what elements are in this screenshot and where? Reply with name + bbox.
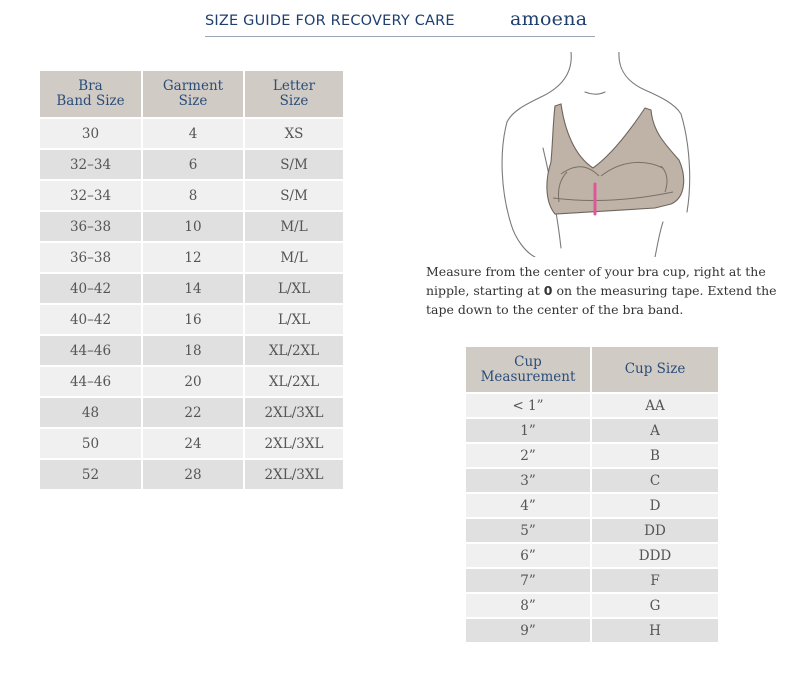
cup-table-cell: DD bbox=[591, 518, 718, 543]
cup-table-cell: AA bbox=[591, 393, 718, 418]
cup-table-cell: 3” bbox=[466, 468, 591, 493]
bra-illustration bbox=[495, 52, 695, 257]
cup-table-row bbox=[466, 393, 718, 418]
cup-table-cell: F bbox=[591, 568, 718, 593]
cup-table-cell: 9” bbox=[466, 618, 591, 643]
cup-table bbox=[466, 347, 718, 644]
size-table-cell: 2XL/3XL bbox=[244, 428, 343, 459]
size-table-cell: 24 bbox=[142, 428, 244, 459]
cup-table-row bbox=[466, 543, 718, 568]
size-table-cell: M/L bbox=[244, 242, 343, 273]
size-table-cell: 32–34 bbox=[40, 149, 142, 180]
clavicle-line bbox=[585, 92, 605, 94]
size-table-cell: 14 bbox=[142, 273, 244, 304]
size-table-cell: 10 bbox=[142, 211, 244, 242]
instructions-zero: 0 bbox=[543, 283, 553, 298]
cup-table-cell: 8” bbox=[466, 593, 591, 618]
size-table-cell: M/L bbox=[244, 211, 343, 242]
size-table-cell: 36–38 bbox=[40, 211, 142, 242]
size-table-header-2: Letter Size bbox=[244, 71, 343, 118]
size-table-cell: 44–46 bbox=[40, 335, 142, 366]
right-arm-line bbox=[681, 114, 690, 212]
size-table-row bbox=[40, 459, 343, 490]
size-table-row bbox=[40, 335, 343, 366]
size-table-row bbox=[40, 397, 343, 428]
size-table-row bbox=[40, 118, 343, 149]
instructions-text-1: Measure from the center of your bra cup, right at the nipple, starting at bbox=[426, 264, 766, 298]
size-table-cell: 30 bbox=[40, 118, 142, 149]
size-table-row bbox=[40, 273, 343, 304]
cup-table-cell: DDD bbox=[591, 543, 718, 568]
cup-table-row bbox=[466, 443, 718, 468]
cup-table-row bbox=[466, 418, 718, 443]
size-table-cell: 16 bbox=[142, 304, 244, 335]
size-table-row bbox=[40, 211, 343, 242]
cup-table-cell: 2” bbox=[466, 443, 591, 468]
cup-table-cell: 1” bbox=[466, 418, 591, 443]
size-table-header-0: Bra Band Size bbox=[40, 71, 142, 118]
size-table-cell: 44–46 bbox=[40, 366, 142, 397]
size-table-cell: 50 bbox=[40, 428, 142, 459]
left-arm-line bbox=[502, 122, 535, 257]
page-header bbox=[205, 10, 595, 37]
neck-right-line bbox=[619, 52, 681, 114]
size-table-cell: XL/2XL bbox=[244, 366, 343, 397]
size-table-cell: 2XL/3XL bbox=[244, 397, 343, 428]
cup-table-row bbox=[466, 518, 718, 543]
size-table-cell: S/M bbox=[244, 149, 343, 180]
cup-table-cell: < 1” bbox=[466, 393, 591, 418]
size-table-cell: L/XL bbox=[244, 304, 343, 335]
cup-table-row bbox=[466, 618, 718, 643]
size-table-row bbox=[40, 366, 343, 397]
size-table-row bbox=[40, 304, 343, 335]
size-table-cell: 18 bbox=[142, 335, 244, 366]
cup-table-cell: A bbox=[591, 418, 718, 443]
size-table-cell: 32–34 bbox=[40, 180, 142, 211]
cup-table-header-1: Cup Size bbox=[591, 347, 718, 393]
size-table-cell: S/M bbox=[244, 180, 343, 211]
size-table-header-row bbox=[40, 71, 343, 118]
bra-shape bbox=[547, 104, 684, 214]
size-table-cell: 20 bbox=[142, 366, 244, 397]
cup-table-cell: D bbox=[591, 493, 718, 518]
size-table bbox=[40, 71, 343, 491]
cup-table-cell: H bbox=[591, 618, 718, 643]
cup-table-header-0: Cup Measurement bbox=[466, 347, 591, 393]
size-table-cell: 40–42 bbox=[40, 273, 142, 304]
page-title: SIZE GUIDE FOR RECOVERY CARE bbox=[205, 13, 455, 29]
instructions-text-2: on the measuring tape. Extend the tape down to the center of the bra band. bbox=[426, 283, 777, 317]
cup-table-body bbox=[466, 393, 718, 643]
size-table-cell: 4 bbox=[142, 118, 244, 149]
size-table-row bbox=[40, 180, 343, 211]
cup-table-cell: 4” bbox=[466, 493, 591, 518]
size-table-cell: XL/2XL bbox=[244, 335, 343, 366]
size-table-cell: 12 bbox=[142, 242, 244, 273]
size-table-cell: 48 bbox=[40, 397, 142, 428]
size-table-cell: 2XL/3XL bbox=[244, 459, 343, 490]
size-table-cell: 52 bbox=[40, 459, 142, 490]
size-table-header-1: Garment Size bbox=[142, 71, 244, 118]
size-table-cell: 40–42 bbox=[40, 304, 142, 335]
measurement-instructions bbox=[426, 262, 786, 319]
cup-table-cell: B bbox=[591, 443, 718, 468]
brand-logo: amoena bbox=[510, 8, 588, 30]
size-table-cell: 22 bbox=[142, 397, 244, 428]
size-table-cell: L/XL bbox=[244, 273, 343, 304]
cup-table-cell: 5” bbox=[466, 518, 591, 543]
torso-right-line bbox=[655, 222, 663, 257]
size-table-cell: XS bbox=[244, 118, 343, 149]
cup-table-cell: 7” bbox=[466, 568, 591, 593]
cup-table-header-row bbox=[466, 347, 718, 393]
size-table-cell: 8 bbox=[142, 180, 244, 211]
size-table-row bbox=[40, 242, 343, 273]
cup-table-row bbox=[466, 568, 718, 593]
cup-table-row bbox=[466, 468, 718, 493]
size-table-cell: 36–38 bbox=[40, 242, 142, 273]
size-table-row bbox=[40, 428, 343, 459]
cup-table-cell: C bbox=[591, 468, 718, 493]
cup-table-cell: 6” bbox=[466, 543, 591, 568]
cup-table-row bbox=[466, 593, 718, 618]
size-table-body bbox=[40, 118, 343, 490]
size-table-cell: 28 bbox=[142, 459, 244, 490]
size-table-cell: 6 bbox=[142, 149, 244, 180]
cup-table-row bbox=[466, 493, 718, 518]
cup-table-cell: G bbox=[591, 593, 718, 618]
size-table-row bbox=[40, 149, 343, 180]
